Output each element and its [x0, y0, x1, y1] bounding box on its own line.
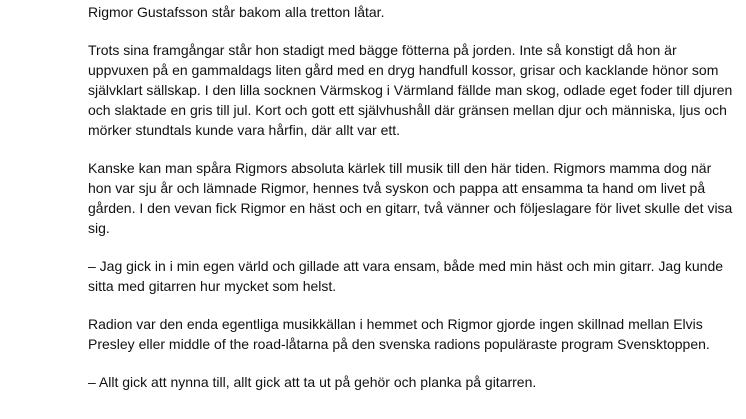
paragraph-quote-hum: – Allt gick att nynna till, allt gick att ta ut på gehör och planka på gitarren.	[88, 374, 537, 390]
paragraph-quote-alone: – Jag gick in i min egen värld och gillade att vara ensam, både med min häst och min gitarr. Jag kunde sitta med gitarren hur mycket som helst.	[88, 258, 724, 294]
paragraph-radio: Radion var den enda egentliga musikkällan i hemmet och Rigmor gjorde ingen skillnad mellan Elvis Presley eller middle of the road-låtarna på den svenska radions populäraste program Svensktoppen.	[88, 316, 710, 352]
paragraph-music-origins: Kanske kan man spåra Rigmors absoluta kärlek till musik till den här tiden. Rigmors mamma dog när hon var sju år och lämnade Rigmor, hennes två syskon och pappa att ensamma ta hand om livet på gården. I den vevan fick Rigmor en häst och en gitarr, två vänner och följeslagare för livet skulle det visa sig.	[88, 160, 733, 236]
paragraph-intro: Rigmor Gustafsson står bakom alla tretton låtar.	[88, 4, 385, 20]
paragraph-upbringing: Trots sina framgångar står hon stadigt med bägge fötterna på jorden. Inte så konstigt då hon är uppvuxen på en gammaldags liten gård med en dryg handfull kossor, grisar och kacklande hönor som självklart sällskap. I den lilla socknen Värmskog i Värmland fällde man skog, odlade eget foder till djuren och slaktade en gris till jul. Kort och gott ett självhushåll där gränsen mellan djur och människa, ljus och mörker stundtals kunde vara hårfin, där allt var ett.	[88, 42, 733, 138]
document-body	[88, 0, 738, 410]
